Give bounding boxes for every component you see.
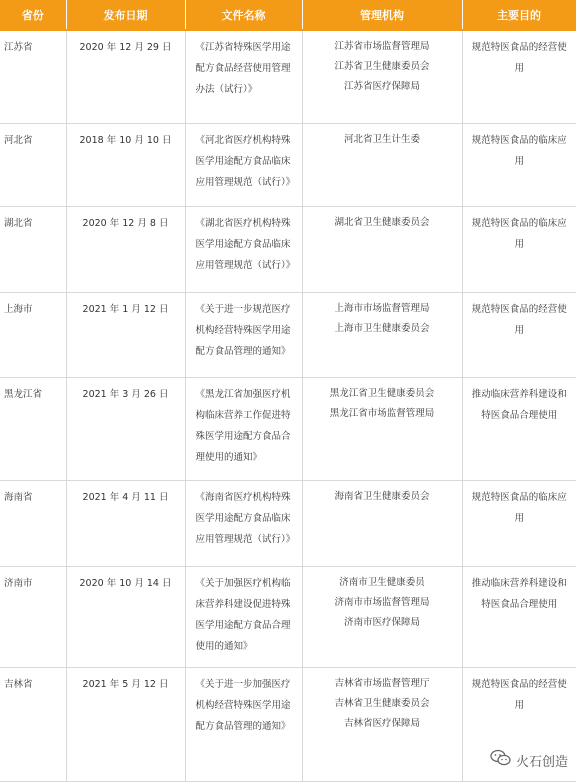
wechat-icon	[490, 749, 516, 771]
watermark-text: 火石创造	[515, 754, 568, 770]
cell-document: 《黑龙江省加强医疗机构临床营养工作促进特殊医学用途配方食品合理使用的通知》	[185, 377, 302, 480]
header-purpose: 主要目的	[462, 0, 576, 30]
agency-line: 济南市医疗保障局	[343, 616, 420, 628]
cell-purpose: 规范特医食品的经营使用	[462, 667, 576, 781]
cell-document: 《关于加强医疗机构临床营养科建设促进特殊医学用途配方食品合理使用的通知》	[185, 566, 302, 667]
cell-document: 《江苏省特殊医学用途配方食品经营使用管理办法（试行）》	[185, 30, 302, 123]
cell-province: 湖北省	[0, 206, 66, 292]
cell-province: 江苏省	[0, 30, 66, 123]
cell-date: 2020 年 12 月 29 日	[66, 30, 185, 123]
cell-date: 2021 年 1 月 12 日	[66, 292, 185, 377]
agency-line: 湖北省卫生健康委员会	[334, 216, 430, 228]
cell-agency	[302, 206, 462, 292]
table-row	[0, 123, 576, 206]
cell-document: 《海南省医疗机构特殊医学用途配方食品临床应用管理规范（试行）》	[185, 480, 302, 566]
cell-province: 济南市	[0, 566, 66, 667]
cell-date: 2020 年 10 月 14 日	[66, 566, 185, 667]
cell-agency	[302, 377, 462, 480]
agency-line: 上海市卫生健康委员会	[334, 322, 430, 334]
table-row	[0, 480, 576, 566]
cell-province: 海南省	[0, 480, 66, 566]
cell-date: 2021 年 3 月 26 日	[66, 377, 185, 480]
cell-document: 《关于进一步规范医疗机构经营特殊医学用途配方食品管理的通知》	[185, 292, 302, 377]
cell-date: 2021 年 4 月 11 日	[66, 480, 185, 566]
cell-province: 河北省	[0, 123, 66, 206]
cell-purpose: 推动临床营养科建设和特医食品合理使用	[462, 377, 576, 480]
table-row	[0, 566, 576, 667]
cell-purpose: 规范特医食品的经营使用	[462, 292, 576, 377]
cell-agency	[302, 480, 462, 566]
agency-line: 江苏省医疗保障局	[343, 81, 420, 92]
cell-agency	[302, 123, 462, 206]
header-date: 发布日期	[66, 0, 185, 30]
table-row	[0, 206, 576, 292]
agency-line: 吉林省卫生健康委员会	[334, 697, 430, 709]
cell-date: 2021 年 5 月 12 日	[66, 667, 185, 781]
agency-line: 黑龙江省卫生健康委员会	[329, 387, 435, 399]
table-row	[0, 30, 576, 123]
cell-agency	[302, 667, 462, 781]
cell-agency	[302, 292, 462, 377]
agency-line: 江苏省卫生健康委员会	[334, 61, 430, 72]
cell-province: 上海市	[0, 292, 66, 377]
table-row	[0, 377, 576, 480]
cell-purpose: 规范特医食品的临床应用	[462, 206, 576, 292]
table-header	[0, 0, 576, 30]
cell-purpose: 规范特医食品的临床应用	[462, 480, 576, 566]
header-agency: 管理机构	[302, 0, 462, 30]
header-row	[0, 0, 576, 30]
cell-date: 2020 年 12 月 8 日	[66, 206, 185, 292]
cell-document: 《河北省医疗机构特殊医学用途配方食品临床应用管理规范（试行）》	[185, 123, 302, 206]
agency-line: 上海市市场监督管理局	[334, 302, 430, 314]
cell-date: 2018 年 10 月 10 日	[66, 123, 185, 206]
agency-line: 海南省卫生健康委员会	[334, 490, 430, 502]
agency-line: 黑龙江省市场监督管理局	[329, 407, 435, 419]
agency-line: 济南市市场监督管理局	[334, 596, 430, 608]
header-document: 文件名称	[185, 0, 302, 30]
table-row	[0, 292, 576, 377]
agency-line: 吉林省医疗保障局	[343, 717, 420, 729]
table-body	[0, 30, 576, 781]
cell-document: 《湖北省医疗机构特殊医学用途配方食品临床应用管理规范（试行）》	[185, 206, 302, 292]
cell-agency	[302, 566, 462, 667]
agency-line: 吉林省市场监督管理厅	[334, 677, 430, 689]
cell-purpose: 规范特医食品的经营使用	[462, 30, 576, 123]
agency-line: 河北省卫生计生委	[343, 133, 420, 145]
cell-province: 黑龙江省	[0, 377, 66, 480]
cell-agency	[302, 30, 462, 123]
watermark	[490, 749, 568, 771]
header-province: 省份	[0, 0, 66, 30]
agency-line: 江苏省市场监督管理局	[334, 41, 430, 52]
agency-line: 济南市卫生健康委员	[339, 576, 425, 588]
cell-document: 《关于进一步加强医疗机构经营特殊医学用途配方食品管理的通知》	[185, 667, 302, 781]
cell-purpose: 规范特医食品的临床应用	[462, 123, 576, 206]
cell-purpose: 推动临床营养科建设和特医食品合理使用	[462, 566, 576, 667]
cell-province: 吉林省	[0, 667, 66, 781]
